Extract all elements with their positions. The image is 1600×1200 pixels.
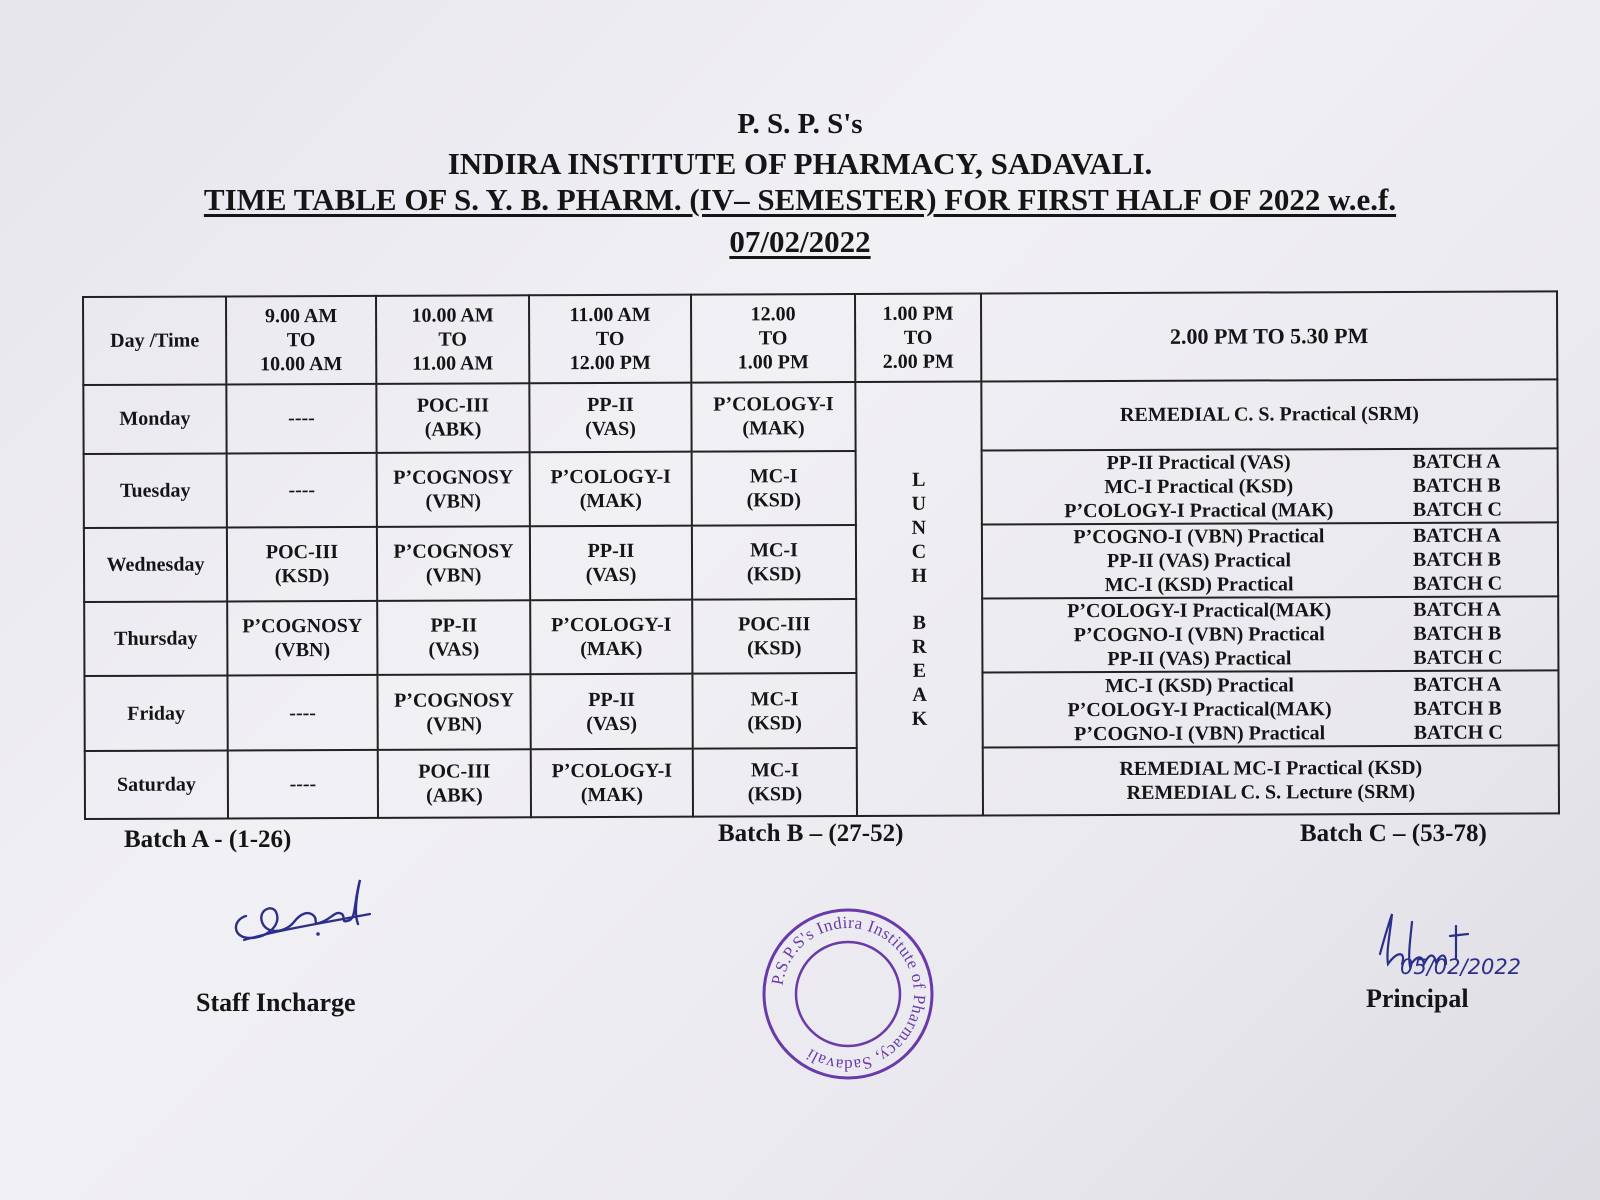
afternoon-cell: REMEDIAL C. S. Practical (SRM) <box>981 380 1557 450</box>
institute-name: INDIRA INSTITUTE OF PHARMACY, SADAVALI. <box>447 146 1153 181</box>
practical-entry <box>985 622 1555 648</box>
lecture-cell: PP-II (VAS) <box>377 600 530 675</box>
practical-entry <box>986 720 1556 746</box>
timetable-row <box>85 745 1559 819</box>
afternoon-cell <box>982 522 1558 598</box>
slot-header: 9.00 AM TO 10.00 AM <box>226 296 376 385</box>
practical-subject: P’COGNO-I (VBN) Practical <box>1074 721 1326 745</box>
lecture-cell: MC-I (KSD) <box>692 525 856 600</box>
practical-entry <box>985 497 1555 523</box>
lecture-cell: PP-II (VAS) <box>529 383 691 452</box>
batch-c-range: Batch C – (53-78) <box>1300 820 1487 847</box>
afternoon-cell: REMEDIAL MC-I Practical (KSD) REMEDIAL C. S. Lecture (SRM) <box>983 745 1559 816</box>
staff-signature <box>228 872 388 952</box>
institute-seal <box>760 906 936 1082</box>
lecture-cell: MC-I (KSD) <box>692 451 856 526</box>
practical-subject: MC-I Practical (KSD) <box>1104 475 1294 498</box>
practical-batch-list <box>985 598 1555 672</box>
lecture-cell: POC-III (KSD) <box>692 599 856 674</box>
practical-batch: BATCH B <box>1412 474 1501 497</box>
timetable-row <box>84 522 1558 602</box>
practical-batch: BATCH C <box>1413 646 1503 670</box>
practical-entry <box>985 598 1555 624</box>
practical-batch: BATCH C <box>1412 498 1502 521</box>
batch-b-range: Batch B – (27-52) <box>718 820 904 847</box>
slot-header: 1.00 PM TO 2.00 PM <box>855 294 981 383</box>
lecture-cell: P’COLOGY-I (MAK) <box>530 451 692 526</box>
lecture-cell: POC-III (KSD) <box>227 527 377 602</box>
practical-entry <box>985 672 1555 698</box>
practical-entry <box>985 523 1555 549</box>
lecture-cell: ---- <box>227 675 377 750</box>
lecture-cell: POC-III (ABK) <box>378 749 531 818</box>
society-name: P. S. P. S's <box>737 108 863 140</box>
practical-entry <box>985 571 1555 597</box>
timetable-row <box>84 596 1558 676</box>
day-cell: Monday <box>83 385 226 454</box>
batch-a-range: Batch A - (1-26) <box>124 826 292 853</box>
slot-header: 10.00 AM TO 11.00 AM <box>376 295 529 384</box>
day-cell: Friday <box>84 676 227 751</box>
practical-entry <box>985 547 1555 573</box>
timetable <box>82 290 1560 820</box>
afternoon-cell <box>982 671 1558 747</box>
practical-subject: P’COLOGY-I Practical(MAK) <box>1067 599 1332 623</box>
practical-entry <box>985 646 1555 672</box>
afternoon-cell <box>982 596 1558 672</box>
practical-subject: MC-I (KSD) Practical <box>1104 573 1294 597</box>
svg-text:05/02/2022: 05/02/2022 <box>1400 955 1522 979</box>
practical-subject: P’COLOGY-I Practical (MAK) <box>1064 498 1334 522</box>
practical-entry <box>986 696 1556 722</box>
lecture-cell: P’COGNOSY (VBN) <box>377 526 530 601</box>
timetable-row <box>83 380 1557 454</box>
practical-subject: P’COLOGY-I Practical(MAK) <box>1067 697 1332 721</box>
lecture-cell: MC-I (KSD) <box>693 748 857 817</box>
lecture-cell: ---- <box>228 750 378 819</box>
practical-subject: PP-II (VAS) Practical <box>1107 647 1292 671</box>
day-time-header: Day /Time <box>83 296 226 385</box>
lecture-cell: PP-II (VAS) <box>530 526 692 601</box>
day-cell: Thursday <box>84 602 227 677</box>
lecture-cell: POC-III (ABK) <box>376 384 529 453</box>
practical-entry <box>985 449 1555 475</box>
practical-subject: MC-I (KSD) Practical <box>1105 673 1294 697</box>
principal-label: Principal <box>1366 984 1469 1013</box>
practical-batch: BATCH C <box>1413 721 1503 744</box>
practical-batch: BATCH C <box>1413 572 1503 595</box>
day-cell: Saturday <box>85 750 228 819</box>
timetable-row <box>84 671 1558 751</box>
effective-date: 07/02/2022 <box>729 224 871 259</box>
practical-batch-list <box>985 449 1555 523</box>
lecture-cell: P’COGNOSY (VBN) <box>227 601 377 676</box>
staff-incharge-label: Staff Incharge <box>196 988 356 1017</box>
slot-header: 11.00 AM TO 12.00 PM <box>529 295 691 384</box>
practical-batch-list <box>985 672 1555 746</box>
timetable-title: TIME TABLE OF S. Y. B. PHARM. (IV– SEMESTER) FOR FIRST HALF OF 2022 w.e.f. <box>203 182 1397 217</box>
afternoon-cell <box>982 448 1558 524</box>
practical-batch: BATCH B <box>1413 622 1502 646</box>
practical-batch: BATCH A <box>1413 673 1502 696</box>
practical-subject: PP-II (VAS) Practical <box>1106 549 1292 573</box>
lecture-cell: ---- <box>227 452 377 527</box>
header-row <box>83 291 1557 385</box>
practical-batch: BATCH A <box>1412 450 1501 473</box>
lunch-break-cell: L U N C H B R E A K <box>855 382 983 816</box>
practical-batch: BATCH A <box>1413 598 1502 622</box>
day-cell: Tuesday <box>84 453 227 528</box>
lecture-cell: P’COLOGY-I (MAK) <box>531 748 693 817</box>
lecture-cell: PP-II (VAS) <box>530 674 692 749</box>
practical-batch: BATCH B <box>1413 697 1502 720</box>
slot-header: 12.00 TO 1.00 PM <box>691 294 855 383</box>
svg-text:P.S.P.S's Indira Institute of: P.S.P.S's Indira Institute of Pharmacy, Sadavali <box>767 912 930 1076</box>
principal-signature <box>1376 912 1526 992</box>
practical-batch: BATCH B <box>1412 548 1502 571</box>
lecture-cell: P’COLOGY-I (MAK) <box>691 382 855 451</box>
practical-subject: P’COGNO-I (VBN) Practical <box>1073 525 1325 549</box>
practical-batch-list <box>985 523 1555 597</box>
lecture-cell: P’COLOGY-I (MAK) <box>530 600 692 675</box>
practical-subject: P’COGNO-I (VBN) Practical <box>1073 623 1325 647</box>
lecture-cell: P’COGNOSY (VBN) <box>377 452 530 527</box>
day-cell: Wednesday <box>84 527 227 602</box>
lecture-cell: ---- <box>226 384 376 453</box>
practical-batch: BATCH A <box>1412 524 1501 547</box>
lecture-cell: MC-I (KSD) <box>692 673 856 748</box>
practical-subject: PP-II Practical (VAS) <box>1106 451 1291 474</box>
practical-entry <box>985 473 1555 499</box>
afternoon-header: 2.00 PM TO 5.30 PM <box>981 291 1557 382</box>
lecture-cell: P’COGNOSY (VBN) <box>377 675 530 750</box>
timetable-row <box>84 448 1558 528</box>
